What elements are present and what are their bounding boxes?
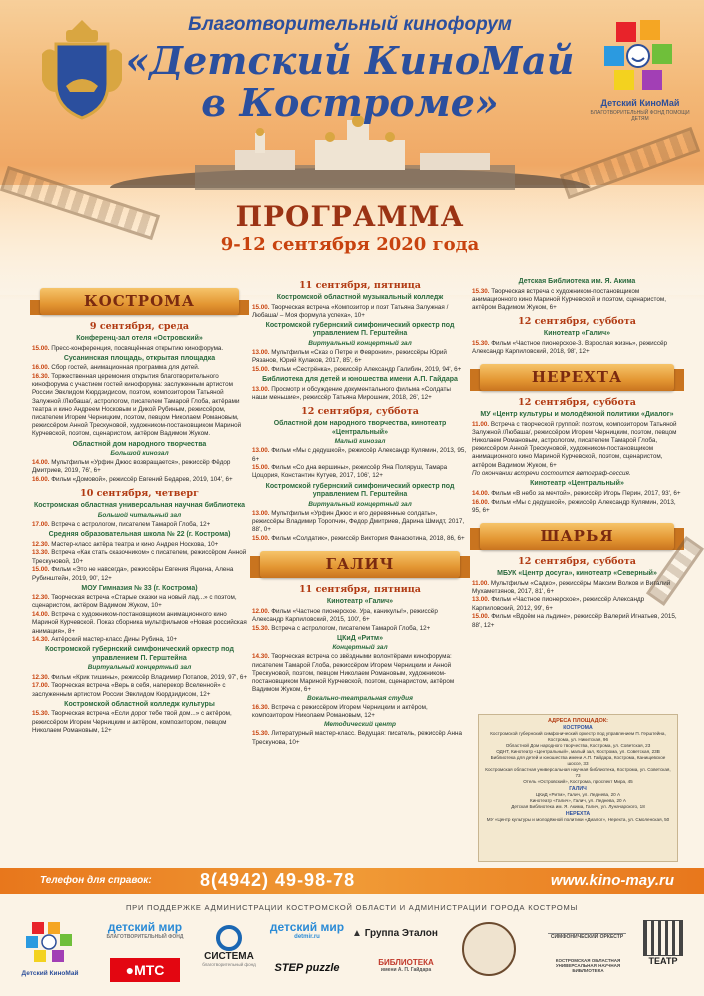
event: 15.30. Творческая встреча с художником-постановщиком анимационного кино Мариной Курчевской и поэтом, сценаристом, актёром Вадимом Жуком, 6+: [472, 287, 666, 311]
venue: Областной дом народного творчества: [72, 440, 207, 448]
event: 16.00. Сбор гостей, анимационная программа для детей.: [32, 364, 200, 372]
event: 13.30. Встреча «Как стать сказочником» с писателем, режиссёром Анной Трескуновой, 10+: [32, 549, 247, 565]
hall: Большой кинозал: [110, 450, 169, 458]
partner-kinomay: Детский КиноМай: [21, 970, 79, 977]
venue: Конференц-зал отеля «Островский»: [76, 335, 203, 342]
event: 14.00. Встреча с художником-постановщиком анимационного кино Мариной Курчевской. Показ сборника мультфильмов «Новая российская анимация», 8+: [32, 611, 247, 635]
forum-title-line1: «Детский КиноМай: [125, 38, 575, 83]
address-line: Областной Дом народного творчества, Кострома, ул. Советская, 23: [505, 743, 651, 748]
event: 16.00. Фильм «Домовой», режиссёр Евгений Бедарев, 2019, 104', 6+: [32, 476, 233, 484]
event: 12.30. Мастер-класс актёра театра и кино Андрея Носкова, 10+: [32, 540, 219, 548]
hall: Виртуальный концертный зал: [308, 500, 412, 508]
forum-subtitle: Благотворительный кинофорум: [188, 14, 512, 35]
city-banner-galich: ГАЛИЧ: [260, 551, 460, 578]
partner-symphony: СИМФОНИЧЕСКИЙ ОРКЕСТР: [548, 920, 626, 940]
support-statement: ПРИ ПОДДЕРЖКЕ АДМИНИСТРАЦИИ КОСТРОМСКОЙ ОБЛАСТИ И АДМИНИСТРАЦИИ ГОРОДА КОСТРОМЫ: [125, 903, 579, 912]
event: 13.00. Просмотр и обсуждение документального фильма «Солдаты наши меньшие», режиссёр Татьяна Мирошник, 2018, 26', 12+: [252, 385, 451, 401]
venue: Кинотеатр «Центральный»: [530, 480, 624, 488]
forum-title: [110, 40, 590, 124]
partner-regional-library: КОСТРОМСКАЯ ОБЛАСТНАЯ УНИВЕРСАЛЬНАЯ НАУЧНАЯ БИБЛИОТЕКА: [555, 958, 621, 973]
day-heading: 12 сентября, суббота: [301, 406, 419, 418]
event: 15.00. Фильм «Солдатик», режиссёр Виктория Фанасютина, 2018, 86, 6+: [252, 534, 465, 542]
event: 15.00. Фильм «Вдоём на льдине», режиссёр Валерий Игнатьев, 2015, 88', 12+: [472, 613, 677, 629]
venue: Детская Библиотека им. Я. Акима: [518, 278, 636, 285]
event: 15.00. Фильм «Со дна вершины», режиссёр Яна Поляруш, Тамара Цоцория, Константин Кутуев, 2017, 106', 12+: [252, 464, 448, 480]
event: 15.00. Творческая встреча «Композитор и поэт Татьяна Залужная /Любаша/ – Моя формула успеха», 10+: [252, 303, 449, 319]
event: 14.00. Мультфильм «Урфин Джюс возвращается», режиссёр Фёдор Дмитриев, 2019, 76', 6+: [32, 459, 231, 475]
address-line: ЦКиД «Ритм», Галич, ул. Леднева, 20 А: [535, 792, 621, 797]
kinomay-partner-icon: [22, 920, 78, 968]
event: 15.30. Фильм «Частное пионерское-3. Взрослая жизнь», режиссёр Александр Карпиловский, 2018, 98', 12+: [472, 339, 667, 355]
day-heading: 12 сентября, суббота: [518, 316, 636, 328]
column-galich-nerekhta-sharya: [472, 276, 682, 630]
website-link[interactable]: www.kino-may.ru: [550, 872, 674, 889]
event: 13.00. Мультфильм «Сказ о Петре и Февронии», режиссёры Юрий Рязанов, Юрий Кулаков, 2017, 85', 6+: [252, 349, 447, 365]
event: 15.00. Пресс-конференция, посвящённая открытию кинофорума.: [32, 344, 224, 352]
address-line: Костромской губернский симфонический оркестр под управлением П. Герштейна, Кострома, ул. Никитская, 96: [490, 731, 666, 742]
venue-addresses: [478, 714, 678, 862]
address-line: Отель «Островский», Кострома, проспект Мира, 45: [523, 779, 633, 784]
day-heading: 12 сентября, суббота: [518, 397, 636, 409]
day-heading: 9 сентября, среда: [89, 321, 190, 332]
hall: Вокально-театральная студия: [307, 694, 413, 702]
day-heading: 10 сентября, четверг: [80, 488, 199, 500]
event: 15.00. Фильм «Сестрёнка», режиссёр Александр Галибин, 2019, 94', 6+: [252, 366, 462, 374]
event: 14.30. Актёрский мастер-класс Дины Рубина, 10+: [32, 636, 178, 644]
partner-detmir: детский мир detmir.ru: [269, 920, 345, 940]
address-line: МУ «Центр культуры и молодёжной политики «Диалог», Нерехта, ул. Смоленская, 50: [486, 817, 670, 822]
program-heading: ПРОГРАММА: [235, 200, 465, 233]
forum-title-line2: в Костроме»: [201, 80, 499, 125]
symphony-logo-icon: [548, 920, 626, 934]
venue: Кинотеатр «Галич»: [543, 330, 611, 338]
venue: Костромской губернский симфонический оркестр под управлением П. Герштейна: [265, 482, 455, 499]
hall: Виртуальный концертный зал: [308, 339, 412, 347]
event: 14.30. Творческая встреча со звёздными волонтёрами кинофорума: писателем Тамарой Глоба, режиссёром Игорем Черницким и Анной Трескуновой, поэтом, певцом Николаем Романовым, художником-постановщиком Мариной Курчевской, поэтом, сценаристом, актёром Вадимом Жуком, 6+: [252, 653, 455, 694]
partner-etalon: ▲ Группа Эталон: [352, 928, 438, 939]
column-kostroma: [32, 276, 247, 735]
venue: Средняя образовательная школа № 22 (г. Кострома): [48, 531, 231, 539]
kostroma-seal-icon: [462, 922, 516, 976]
venue: Костромской губернский симфонический оркестр под управлением П. Герштейна: [265, 321, 455, 338]
venue: Костромская областная универсальная научная библиотека: [33, 502, 246, 510]
column-kostroma-galich: [252, 276, 468, 747]
event: 12.30. Фильм «Крик тишины», режиссёр Владимир Потапов, 2019, 97', 6+: [32, 673, 248, 681]
contact-bar: [0, 868, 704, 894]
event: 15.00. Фильм «Это не навсегда», режиссёры Евгения Яцкина, Алена Рубинштейн, 2019, 90', 12+: [32, 566, 234, 582]
event: 17.00. Встреча с астрологом, писателем Тамарой Глоба, 12+: [32, 521, 211, 529]
address-line: Кинотеатр «Галич», Галич, ул. Леднева, 20 А: [530, 798, 626, 803]
partner-mts: ●МТС: [110, 958, 180, 982]
address-line: Детская Библиотека им. Я. Акима, Галич, ул. Луначарского, 18: [511, 804, 645, 809]
event: 12.30. Творческая встреча «Старые сказки на новый лад...» с поэтом, сценаристом, актёром Вадимом Жуком, 10+: [32, 594, 237, 610]
hall: Методический центр: [323, 721, 397, 729]
venue: Костромской областной колледж культуры: [64, 700, 215, 708]
phone-label: Телефон для справок:: [40, 875, 152, 886]
venue: МБУК «Центр досуга», кинотеатр «Северный»: [497, 570, 657, 578]
event: 12.00. Фильм «Частное пионерское. Ура, каникулы!», режиссёр Александр Карпиловский, 2015, 100', 6+: [252, 607, 438, 623]
note: По окончании встречи состоится автограф-сессия.: [472, 470, 631, 478]
event: 13.00. Мультфильм «Урфин Джюс и его деревянные солдаты», режиссёры Владимир Торопчин, Федор Дмитриев, Дарина Шмидт, 2017, 88', 0+: [252, 509, 465, 534]
hall: Малый кинозал: [334, 438, 386, 446]
hall: Большой читальный зал: [97, 511, 182, 519]
addresses-city: ГАЛИЧ: [569, 786, 587, 792]
venue: Областной дом народного творчества, кинотеатр «Центральный»: [273, 420, 447, 436]
venue: ЦКиД «Ритм»: [337, 634, 383, 642]
kinomay-logo: [588, 16, 692, 124]
event: 15.30. Встреча с астрологом, писателем Тамарой Глоба, 12+: [252, 624, 431, 632]
monastery-silhouette: [195, 115, 515, 190]
partner-detmir-fund: детский мир БЛАГОТВОРИТЕЛЬНЫЙ ФОНД: [106, 920, 184, 940]
event: 15.30. Творческая встреча «Если дорог тебе твой дом...» с актёром, режиссёром Игорем Черницким и актёром, композитором, певцом Николаем Романовым, 12+: [32, 710, 232, 734]
sistema-logo-icon: [216, 925, 242, 951]
addresses-city: КОСТРОМА: [563, 725, 593, 731]
kinomay-logo-name: Детский КиноМай: [600, 98, 680, 108]
addresses-city: НЕРЕХТА: [565, 811, 591, 817]
partner-theatre: ТЕАТР: [628, 920, 698, 966]
venue: Кинотеатр «Галич»: [326, 598, 394, 606]
address-line: Библиотека для детей и юношества имени А.П. Гайдара, Кострома, Канищевское шоссе, 33: [490, 755, 666, 766]
day-heading: 12 сентября, суббота: [518, 556, 636, 568]
event: 13.00. Фильм «Мы с дедушкой», режиссёр Александр Кулямин, 2013, 95, 6+: [252, 447, 467, 463]
kinomay-logo-icon: [588, 16, 692, 98]
kinomay-logo-subtitle: БЛАГОТВОРИТЕЛЬНЫЙ ФОНД ПОМОЩИ ДЕТЯМ: [590, 110, 690, 122]
venue: МУ «Центр культуры и молодёжной политики «Диалог»: [480, 411, 674, 419]
address-line: Костромская областная универсальная научная библиотека, Кострома, ул. Советская, 73: [485, 767, 671, 778]
city-banner-nerekhta: НЕРЕХТА: [480, 364, 674, 391]
event: 11.00. Мультфильм «Садко», режиссёры Максим Волков и Виталий Мухаметзянов, 2017, 81', 6+: [472, 579, 671, 595]
venue: Библиотека для детей и юношества имени А.П. Гайдара: [262, 376, 458, 384]
partner-sistema: СИСТЕМА благотворительный фонд: [196, 925, 262, 967]
event: 16.30. Торжественная церемония открытия благотворительного кинофорума с участием гостей кинофорума: заслуженным артистом России Эвклидом Кюрдзидисом, поэтом, композитором Татьяной Залужной /Любаша/, астрологом, писателем Тамарой Глоба, актёрами театра и кино Андреем Носковым и Дикой Рубиным, режиссёром, писателем Игорем Черницким, поэтом, певцом Николаем Романовым, режиссёром Анной Трескуновой, художником-постановщиком Мариной Курчевской, поэтом, сценаристом, актёром Вадимом Жуком.: [32, 372, 242, 438]
etalon-logo-icon: ▲: [352, 928, 362, 939]
event: 17.00. Творческая встреча «Верь в себя, наперекор Вселенной» с заслуженным артистом России Эвклидом Кюрдзидисом, 12+: [32, 682, 226, 698]
city-banner-kostroma: КОСТРОМА: [40, 288, 239, 315]
event: 16.30. Встреча с режиссёром Игорем Черницким и актёром, композитором Николаем Романовым, 12+: [252, 704, 428, 720]
event: 14.00. Фильм «В небо за мечтой», режиссёр Игорь Перин, 2017, 93', 6+: [472, 489, 681, 497]
partner-steppuzzle: STEP puzzle: [274, 962, 340, 974]
partner-gaidar-library: БИБЛИОТЕКА имени А. П. Гайдара: [378, 958, 434, 973]
event: 13.00. Фильм «Частное пионерское», режиссёр Александр Карпиловский, 2012, 99', 6+: [472, 596, 645, 612]
event: 11.00. Встреча с творческой группой: поэтом, композитором Татьяной Залужной /Любаша/, режиссёром Игорем Черницким, поэтом, певцом Николаем Романовым, астрологом, писателем Тамарой Глоба, режиссёром Анной Трескуновой, художником-постановщиком анимационного кино Мариной Курчевской, поэтом, сценаристом, актёром Вадимом Жуком, 6+: [472, 420, 677, 469]
city-banner-sharya: ШАРЬЯ: [480, 523, 674, 550]
day-heading: 11 сентября, пятница: [299, 584, 421, 596]
theatre-logo-icon: [643, 920, 683, 956]
venue: МОУ Гимназия № 33 (г. Кострома): [81, 584, 198, 592]
hall: Виртуальный концертный зал: [87, 664, 192, 672]
event: 16.00. Фильм «Мы с дедушкой», режиссёр Александр Кулямин, 2013, 95, 6+: [472, 498, 676, 514]
mts-logo-icon: ●: [125, 962, 135, 978]
address-line: ОДНТ, Кинотеатр «Центральный», малый зал, Кострома, ул. Советская, 23В: [496, 749, 660, 754]
phone-number[interactable]: 8(4942) 49-98-78: [200, 870, 356, 890]
venue: Сусанинская площадь, открытая площадка: [63, 354, 216, 362]
venue: Костромской губернский симфонический оркестр под управлением П. Герштейна: [45, 646, 234, 662]
program-dates: 9-12 сентября 2020 года: [220, 234, 480, 255]
hall: Концертный зал: [332, 644, 388, 652]
venue: Костромской областной музыкальный колледж: [276, 294, 444, 301]
day-heading: 11 сентября, пятница: [299, 280, 421, 291]
event: 15.30. Литературный мастер-класс. Ведущая: писатель, режиссёр Анна Трескунова, 10+: [252, 730, 462, 746]
addresses-heading: АДРЕСА ПЛОЩАДОК:: [547, 718, 609, 724]
